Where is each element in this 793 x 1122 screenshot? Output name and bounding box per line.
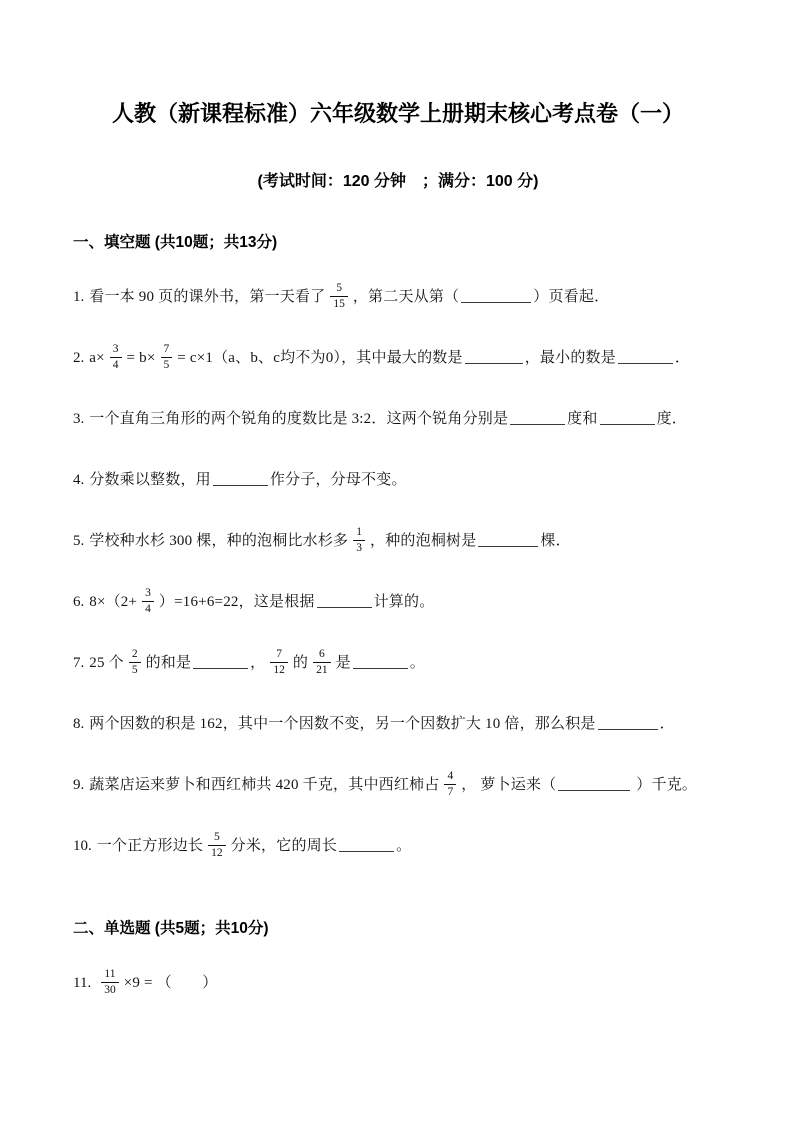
fraction-numerator: 2 — [129, 647, 141, 663]
question-number: 9. — [73, 776, 85, 793]
question-text: 8×（2+ — [89, 593, 138, 610]
question-text: 学校种水杉 300 棵，种的泡桐比水杉多 — [89, 532, 349, 549]
fraction-denominator: 7 — [447, 785, 454, 798]
question-text: 两个因数的积是 162，其中一个因数不变，另一个因数扩大 10 倍，那么积是 — [89, 715, 596, 732]
question-text: 。 — [409, 654, 425, 671]
fraction-numerator: 3 — [142, 586, 154, 602]
question-text: ，第二天从第（ — [352, 288, 460, 305]
fraction-denominator: 4 — [112, 358, 119, 371]
question-text: ． — [659, 715, 675, 732]
answer-blank-underline — [339, 837, 394, 852]
question-text: 蔬菜店运来萝卜和西红柿共 420 千克，其中西红柿占 — [89, 776, 440, 793]
question-list — [73, 953, 723, 1014]
question-number: 5. — [73, 532, 85, 549]
fraction — [101, 967, 119, 998]
question-text: 的 — [292, 654, 309, 671]
question-text: ，种的泡桐树是 — [370, 532, 477, 549]
question-text: ， — [250, 654, 266, 671]
question-text: 度． — [656, 410, 687, 427]
question-number: 1. — [73, 288, 85, 305]
fraction-denominator: 30 — [104, 983, 116, 996]
question-text: ）=16+6=22，这是根据 — [158, 593, 315, 610]
answer-blank-underline — [600, 410, 655, 425]
question-text: a× — [89, 349, 105, 366]
question-line — [73, 450, 723, 511]
fraction — [313, 647, 331, 678]
question-text: ）页看起． — [533, 288, 610, 305]
fraction — [161, 342, 173, 373]
fraction-numerator: 3 — [110, 342, 122, 358]
answer-blank-underline — [478, 532, 538, 547]
fraction-numerator: 1 — [353, 525, 365, 541]
question-text: 的和是 — [145, 654, 192, 671]
question-text: 分米，它的周长 — [230, 837, 338, 854]
fraction-denominator: 5 — [163, 358, 170, 371]
question-text: 棵． — [540, 532, 571, 549]
fraction-denominator: 12 — [273, 663, 285, 676]
question-text: 25 个 — [89, 654, 124, 671]
question-text: ， 萝卜运来（ — [461, 776, 557, 793]
fraction-numerator: 5 — [330, 281, 348, 297]
question-text: 一个正方形边长 — [96, 837, 204, 854]
fraction — [208, 830, 226, 861]
question-line — [73, 572, 723, 633]
question-number: 11. — [73, 974, 92, 991]
answer-blank-underline — [193, 654, 248, 669]
question-text: 作分子，分母不变。 — [269, 471, 407, 488]
question-line — [73, 511, 723, 572]
question-number: 3. — [73, 410, 85, 427]
fraction-denominator: 12 — [211, 846, 223, 859]
fraction-denominator: 4 — [145, 602, 151, 615]
fraction-denominator: 21 — [316, 663, 328, 676]
fraction-numerator: 11 — [101, 967, 119, 983]
question-text: ，最小的数是 — [524, 349, 616, 366]
question-number: 8. — [73, 715, 85, 732]
fraction — [129, 647, 141, 678]
question-text: 。 — [396, 837, 412, 854]
fraction — [330, 281, 348, 312]
fraction — [270, 647, 288, 678]
fraction — [353, 525, 365, 556]
question-text: = c×1（a、b、c均不为0），其中最大的数是 — [177, 349, 463, 366]
question-number: 10. — [73, 837, 92, 854]
question-line — [73, 953, 723, 1014]
question-line — [73, 389, 723, 450]
question-line — [73, 328, 723, 389]
answer-blank-underline — [317, 593, 372, 608]
question-number: 6. — [73, 593, 85, 610]
question-text: 计算的。 — [373, 593, 435, 610]
fraction — [110, 342, 122, 373]
fraction-denominator: 15 — [333, 297, 345, 310]
sections-container — [73, 233, 723, 1014]
question-text: ． — [674, 349, 691, 366]
question-line — [73, 267, 723, 328]
fraction-numerator: 7 — [270, 647, 288, 663]
section-heading: 一、填空题 (共10题；共13分) — [73, 233, 278, 251]
question-line — [73, 755, 723, 816]
fraction-numerator: 5 — [208, 830, 226, 846]
question-text: ）千克。 — [632, 776, 698, 793]
question-number: 2. — [73, 349, 85, 366]
answer-blank-underline — [213, 471, 268, 486]
question-text: 度和 — [567, 410, 598, 427]
answer-blank-underline — [465, 349, 523, 364]
fraction-numerator: 4 — [444, 769, 456, 785]
question-number: 4. — [73, 471, 85, 488]
answer-blank-underline — [598, 715, 658, 730]
answer-blank-underline — [618, 349, 673, 364]
answer-blank-underline — [510, 410, 565, 425]
answer-blank-underline — [353, 654, 408, 669]
exam-info-line: (考试时间：120 分钟 ；满分：100 分) — [257, 172, 539, 190]
question-text: 一个直角三角形的两个锐角的度数比是 3:2．这两个锐角分别是 — [89, 410, 509, 427]
answer-blank-underline — [461, 288, 531, 303]
question-line — [73, 816, 723, 877]
page-title: 人教（新课程标准）六年级数学上册期末核心考点卷（一） — [111, 101, 684, 126]
fraction-numerator: 7 — [161, 342, 173, 358]
question-line — [73, 694, 723, 755]
section-heading: 二、单选题 (共5题；共10分) — [73, 919, 269, 937]
fraction — [444, 769, 456, 800]
question-line — [73, 633, 723, 694]
fraction — [142, 586, 154, 617]
question-text: 看一本 90 页的课外书，第一天看了 — [89, 288, 326, 305]
question-text: 是 — [335, 654, 351, 671]
question-text: = b× — [126, 349, 156, 366]
question-list — [73, 267, 723, 877]
fraction-denominator: 5 — [131, 663, 138, 676]
question-text: 分数乘以整数，用 — [89, 471, 211, 488]
question-number: 7. — [73, 654, 85, 671]
question-text: ×9 = （ ） — [123, 974, 218, 991]
fraction-numerator: 6 — [313, 647, 331, 663]
fraction-denominator: 3 — [356, 541, 363, 554]
answer-blank-underline — [558, 776, 630, 791]
